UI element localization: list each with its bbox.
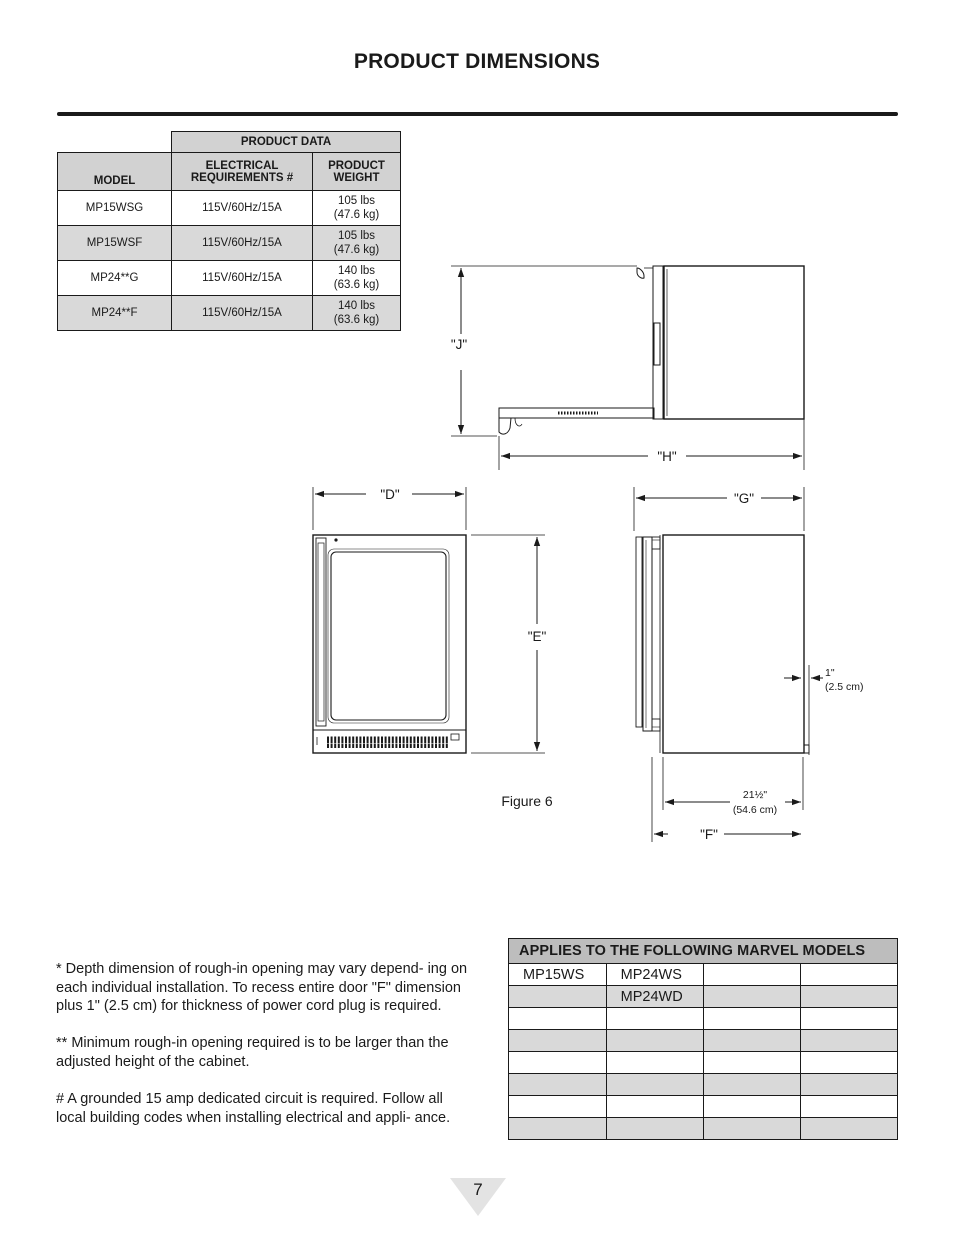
column-header-weight-line2: WEIGHT — [333, 171, 380, 184]
model-cell — [606, 1096, 704, 1118]
dimension-label-d: "D" — [380, 487, 400, 502]
applicable-models-table — [508, 938, 898, 1140]
model-cell — [704, 986, 801, 1008]
dimension-label-one-inch: 1" — [825, 667, 835, 679]
table-row — [509, 1030, 898, 1052]
model-cell — [801, 1052, 898, 1074]
cell-weight-lbs: 140 lbs — [337, 300, 376, 312]
page-title: PRODUCT DIMENSIONS — [353, 50, 601, 73]
model-cell — [801, 986, 898, 1008]
footnote-depth: * Depth dimension of rough-in opening may vary depend- ing on each individual installation. To recess entire door "F" dimension plus 1" (2.5 cm) for thickness of power cord plug is required. — [56, 961, 468, 1015]
cell-electrical: 115V/60Hz/15A — [172, 261, 313, 296]
front-view-drawing — [313, 487, 545, 753]
model-cell — [606, 1052, 704, 1074]
cell-electrical: 115V/60Hz/15A — [172, 296, 313, 331]
cell-weight-lbs: 105 lbs — [337, 195, 376, 207]
model-cell — [509, 1008, 607, 1030]
cell-weight-kg: (47.6 kg) — [333, 209, 380, 221]
model-cell — [704, 1096, 801, 1118]
model-cell — [606, 1008, 704, 1030]
column-header-model: MODEL — [58, 153, 172, 191]
model-cell: MP15WS — [509, 964, 607, 986]
model-cell — [704, 964, 801, 986]
column-header-weight-line1: PRODUCT — [328, 159, 385, 172]
dimension-label-g: "G" — [733, 491, 755, 506]
cell-weight-kg: (47.6 kg) — [333, 244, 380, 256]
footnote-rough-in: ** Minimum rough-in opening required is to be larger than the adjusted height of the cabinet. — [56, 1035, 449, 1070]
cell-model: MP15WSF — [58, 226, 172, 261]
model-cell — [801, 1118, 898, 1140]
cell-model: MP15WSG — [58, 191, 172, 226]
cell-weight-lbs: 140 lbs — [337, 265, 376, 277]
footnote-electrical: # A grounded 15 amp dedicated circuit is required. Follow all local building codes when installing electrical and appli- ance. — [56, 1091, 451, 1126]
cell-model: MP24**F — [58, 296, 172, 331]
dimension-label-depth: 21½" — [742, 789, 768, 801]
model-cell — [509, 986, 607, 1008]
cell-weight-kg: (63.6 kg) — [333, 279, 380, 291]
model-cell — [801, 1008, 898, 1030]
model-cell — [606, 1074, 704, 1096]
product-data-header: PRODUCT DATA — [172, 132, 401, 153]
model-cell: MP24WD — [606, 986, 704, 1008]
cell-model: MP24**G — [58, 261, 172, 296]
model-cell — [801, 1074, 898, 1096]
model-cell — [704, 1118, 801, 1140]
table-row — [509, 1096, 898, 1118]
model-cell — [801, 1030, 898, 1052]
dimension-label-one-inch-cm: (2.5 cm) — [825, 681, 864, 693]
table-row — [509, 1008, 898, 1030]
figure-caption: Figure 6 — [501, 793, 553, 809]
model-cell: MP24WS — [606, 964, 704, 986]
model-cell — [801, 964, 898, 986]
dimension-label-f: "F" — [700, 827, 718, 842]
model-cell — [704, 1008, 801, 1030]
model-cell — [801, 1096, 898, 1118]
table-row — [509, 1118, 898, 1140]
model-cell — [509, 1118, 607, 1140]
model-cell — [509, 1074, 607, 1096]
dimension-label-j: "J" — [450, 337, 468, 352]
side-view-drawing — [634, 487, 823, 842]
cell-weight-lbs: 105 lbs — [337, 230, 376, 242]
model-cell — [509, 1052, 607, 1074]
table-row — [509, 1074, 898, 1096]
cell-electrical: 115V/60Hz/15A — [172, 226, 313, 261]
model-cell — [606, 1030, 704, 1052]
top-view-drawing — [451, 266, 804, 470]
cell-electrical: 115V/60Hz/15A — [172, 191, 313, 226]
footnotes — [56, 960, 476, 1146]
table-row — [509, 964, 898, 986]
column-header-electrical-line1: ELECTRICAL — [205, 159, 279, 172]
column-header-electrical-line2: REQUIREMENTS # — [190, 171, 294, 184]
cell-weight-kg: (63.6 kg) — [333, 314, 380, 326]
model-cell — [704, 1030, 801, 1052]
model-cell — [509, 1096, 607, 1118]
table-row — [509, 986, 898, 1008]
dimension-label-h: "H" — [657, 449, 677, 464]
model-cell — [704, 1052, 801, 1074]
models-table-header: APPLIES TO THE FOLLOWING MARVEL MODELS — [509, 939, 898, 964]
table-row — [509, 1052, 898, 1074]
page-number-tab — [450, 1178, 506, 1216]
dimension-label-depth-cm: (54.6 cm) — [732, 804, 778, 816]
dimension-label-e: "E" — [527, 629, 547, 644]
model-cell — [509, 1030, 607, 1052]
page-number: 7 — [473, 1180, 483, 1199]
models-header-row — [509, 939, 898, 964]
model-cell — [606, 1118, 704, 1140]
model-cell — [704, 1074, 801, 1096]
